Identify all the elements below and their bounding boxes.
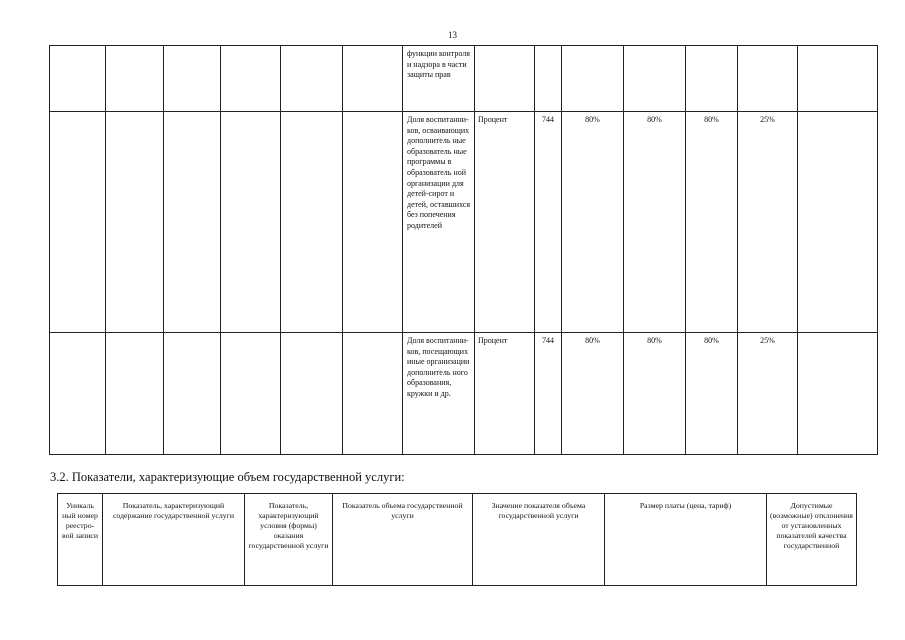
value-cell bbox=[562, 46, 624, 112]
table-cell bbox=[281, 333, 343, 455]
deviation-cell: 25% bbox=[738, 333, 798, 455]
table-cell bbox=[798, 112, 878, 333]
table-cell bbox=[343, 46, 403, 112]
table-cell bbox=[50, 112, 106, 333]
table-cell bbox=[164, 46, 221, 112]
table-cell bbox=[281, 112, 343, 333]
table-cell bbox=[343, 333, 403, 455]
table-cell bbox=[50, 333, 106, 455]
quality-indicators-table bbox=[49, 45, 878, 455]
table-row bbox=[50, 333, 878, 455]
table-row bbox=[50, 46, 878, 112]
deviation-cell: 25% bbox=[738, 112, 798, 333]
table-cell bbox=[221, 46, 281, 112]
volume-indicators-table bbox=[57, 493, 857, 586]
column-header: Размер платы (цена, тариф) bbox=[605, 494, 767, 586]
unit-cell: Процент bbox=[475, 333, 535, 455]
value-cell: 80% bbox=[686, 112, 738, 333]
value-cell: 80% bbox=[562, 112, 624, 333]
value-cell: 80% bbox=[624, 112, 686, 333]
table-cell bbox=[221, 333, 281, 455]
column-header: Значение показателя объема государственной услуги bbox=[473, 494, 605, 586]
unit-cell: Процент bbox=[475, 112, 535, 333]
column-header: Допустимые (возможные) отклонения от установленных показателей качества государственной bbox=[767, 494, 857, 586]
unit-cell bbox=[475, 46, 535, 112]
table-cell bbox=[798, 46, 878, 112]
page-number: 13 bbox=[448, 30, 457, 40]
table-cell bbox=[281, 46, 343, 112]
column-header: Уникаль ный номер реестро-вой записи bbox=[58, 494, 103, 586]
table-cell bbox=[106, 333, 164, 455]
table-cell bbox=[343, 112, 403, 333]
table-cell bbox=[164, 112, 221, 333]
table-cell bbox=[50, 46, 106, 112]
column-header: Показатель, характеризующий условия (формы) оказания государственной услуги bbox=[245, 494, 333, 586]
header-row bbox=[58, 494, 857, 586]
value-cell: 80% bbox=[686, 333, 738, 455]
value-cell: 80% bbox=[562, 333, 624, 455]
table-cell bbox=[106, 46, 164, 112]
column-header: Показатель, характеризующий содержание государственной услуги bbox=[103, 494, 245, 586]
code-cell: 744 bbox=[535, 333, 562, 455]
table-cell bbox=[106, 112, 164, 333]
indicator-cell: функции контроля и надзора в части защиты прав bbox=[403, 46, 475, 112]
indicator-cell: Доля воспитанни-ков, посещающих иные организации дополнитель ного образования, кружки и др. bbox=[403, 333, 475, 455]
code-cell bbox=[535, 46, 562, 112]
column-header: Показатель объема государственной услуги bbox=[333, 494, 473, 586]
section-heading: 3.2. Показатели, характеризующие объем государственной услуги: bbox=[50, 470, 405, 484]
value-cell bbox=[686, 46, 738, 112]
table-row bbox=[50, 112, 878, 333]
value-cell: 80% bbox=[624, 333, 686, 455]
value-cell bbox=[624, 46, 686, 112]
table-cell bbox=[164, 333, 221, 455]
indicator-cell: Доля воспитанни-ков, осваивающих дополнитель ные образователь ные программы в образователь ной организации для детей-сирот и детей, оставшихся без попечения родителей bbox=[403, 112, 475, 333]
table-cell bbox=[798, 333, 878, 455]
deviation-cell bbox=[738, 46, 798, 112]
code-cell: 744 bbox=[535, 112, 562, 333]
table-cell bbox=[221, 112, 281, 333]
